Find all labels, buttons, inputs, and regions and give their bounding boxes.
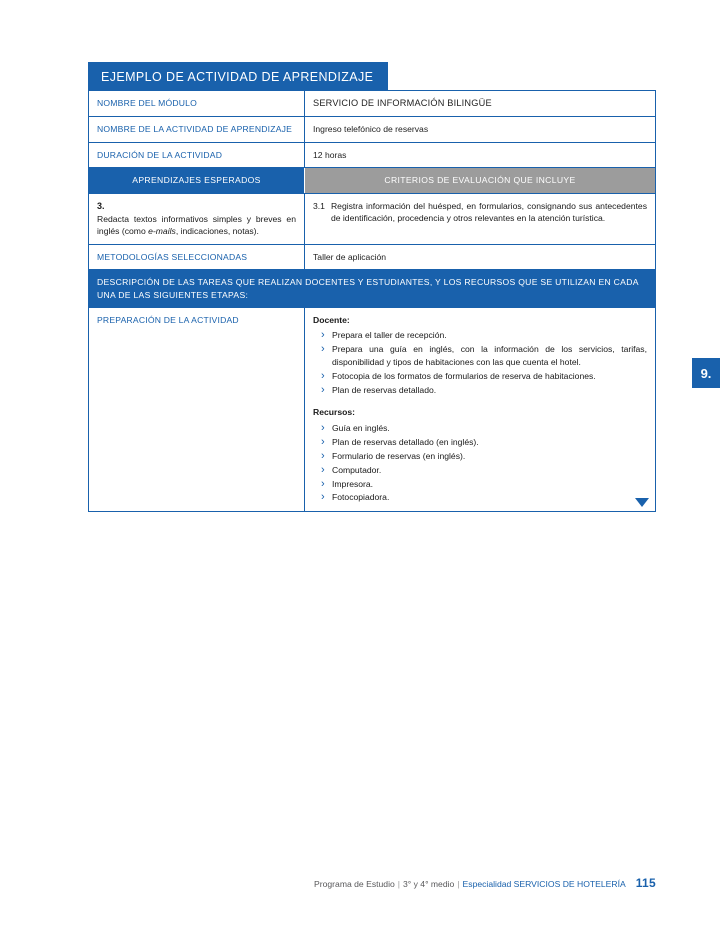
- list-item: › Prepara el taller de recepción.: [321, 329, 647, 341]
- table-row: [89, 244, 656, 269]
- row-value-modulo: SERVICIO DE INFORMACIÓN BILINGÜE: [305, 91, 656, 117]
- band-criterios-evaluacion: CRITERIOS DE EVALUACIÓN QUE INCLUYE: [305, 168, 656, 193]
- aprendizaje-texto-a: Redacta textos informativos simples y breves en inglés (como: [97, 213, 296, 237]
- table-row: [89, 142, 656, 167]
- footer-nivel: 3° y 4° medio: [403, 879, 455, 889]
- list-item: › Computador.: [321, 464, 647, 476]
- continues-down-arrow-icon: [635, 498, 649, 507]
- page-footer: [0, 876, 656, 890]
- table-row: [89, 308, 656, 512]
- list-item: › Plan de reservas detallado (en inglés).: [321, 436, 647, 448]
- list-item: › Fotocopiadora.: [321, 491, 647, 503]
- list-item: › Fotocopia de los formatos de formularios de reserva de habitaciones.: [321, 370, 647, 382]
- aprendizaje-texto-italic: e-mails: [148, 226, 176, 237]
- table-row: [89, 117, 656, 142]
- criterio-texto: Registra información del huésped, en formularios, consignando sus antecedentes de identificación, procedencia y otros relevantes en la atención turística.: [330, 200, 647, 224]
- table-row: [89, 193, 656, 244]
- criterio-numero: 3.1: [313, 200, 325, 211]
- band-descripcion-tareas: DESCRIPCIÓN DE LAS TAREAS QUE REALIZAN DOCENTES Y ESTUDIANTES, Y LOS RECURSOS QUE SE UTILIZAN EN CADA UNA DE LAS SIGUIENTES ETAPAS:: [89, 270, 656, 308]
- row-label-metodologias: METODOLOGÍAS SELECCIONADAS: [89, 244, 305, 269]
- band-aprendizajes-esperados: APRENDIZAJES ESPERADOS: [89, 168, 305, 193]
- table-band-row: [89, 270, 656, 308]
- section-header-tab: EJEMPLO DE ACTIVIDAD DE APRENDIZAJE: [88, 62, 388, 90]
- list-item: › Plan de reservas detallado.: [321, 384, 647, 396]
- aprendizaje-numero: 3.: [97, 200, 105, 211]
- activity-example-block: [88, 62, 656, 512]
- chapter-side-tab: 9.: [692, 358, 720, 388]
- row-label-duracion: DURACIÓN DE LA ACTIVIDAD: [89, 142, 305, 167]
- recursos-heading: Recursos:: [313, 407, 356, 418]
- footer-page-number: 115: [635, 876, 656, 890]
- footer-separator-1: |: [397, 879, 400, 889]
- activity-table: [88, 90, 656, 512]
- tasks-and-resources-cell: [305, 308, 656, 512]
- table-row: [89, 91, 656, 117]
- row-value-actividad: Ingreso telefónico de reservas: [305, 117, 656, 142]
- footer-especialidad: Especialidad SERVICIOS DE HOTELERÍA: [462, 879, 626, 889]
- list-item: › Guía en inglés.: [321, 422, 647, 434]
- stage-label-preparacion: PREPARACIÓN DE LA ACTIVIDAD: [89, 308, 305, 512]
- footer-separator-2: |: [457, 879, 460, 889]
- row-value-metodologias: Taller de aplicación: [305, 244, 656, 269]
- table-band-row: [89, 168, 656, 193]
- recursos-list: [313, 422, 647, 504]
- row-label-actividad: NOMBRE DE LA ACTIVIDAD DE APRENDIZAJE: [89, 117, 305, 142]
- footer-programa: Programa de Estudio: [314, 879, 395, 889]
- list-item: › Impresora.: [321, 478, 647, 490]
- docente-heading: Docente:: [313, 315, 350, 326]
- list-item: › Formulario de reservas (en inglés).: [321, 450, 647, 462]
- row-label-modulo: NOMBRE DEL MÓDULO: [89, 91, 305, 117]
- criterio-evaluacion-cell: [305, 193, 656, 244]
- row-value-duracion: 12 horas: [305, 142, 656, 167]
- list-item: › Prepara una guía en inglés, con la información de los servicios, tarifas, disponibilidad y tipos de habitaciones con las que cuenta el hotel.: [321, 343, 647, 368]
- docente-task-list: [313, 329, 647, 396]
- aprendizaje-texto-b: , indicaciones, notas).: [175, 226, 259, 237]
- aprendizaje-esperado-cell: [89, 193, 305, 244]
